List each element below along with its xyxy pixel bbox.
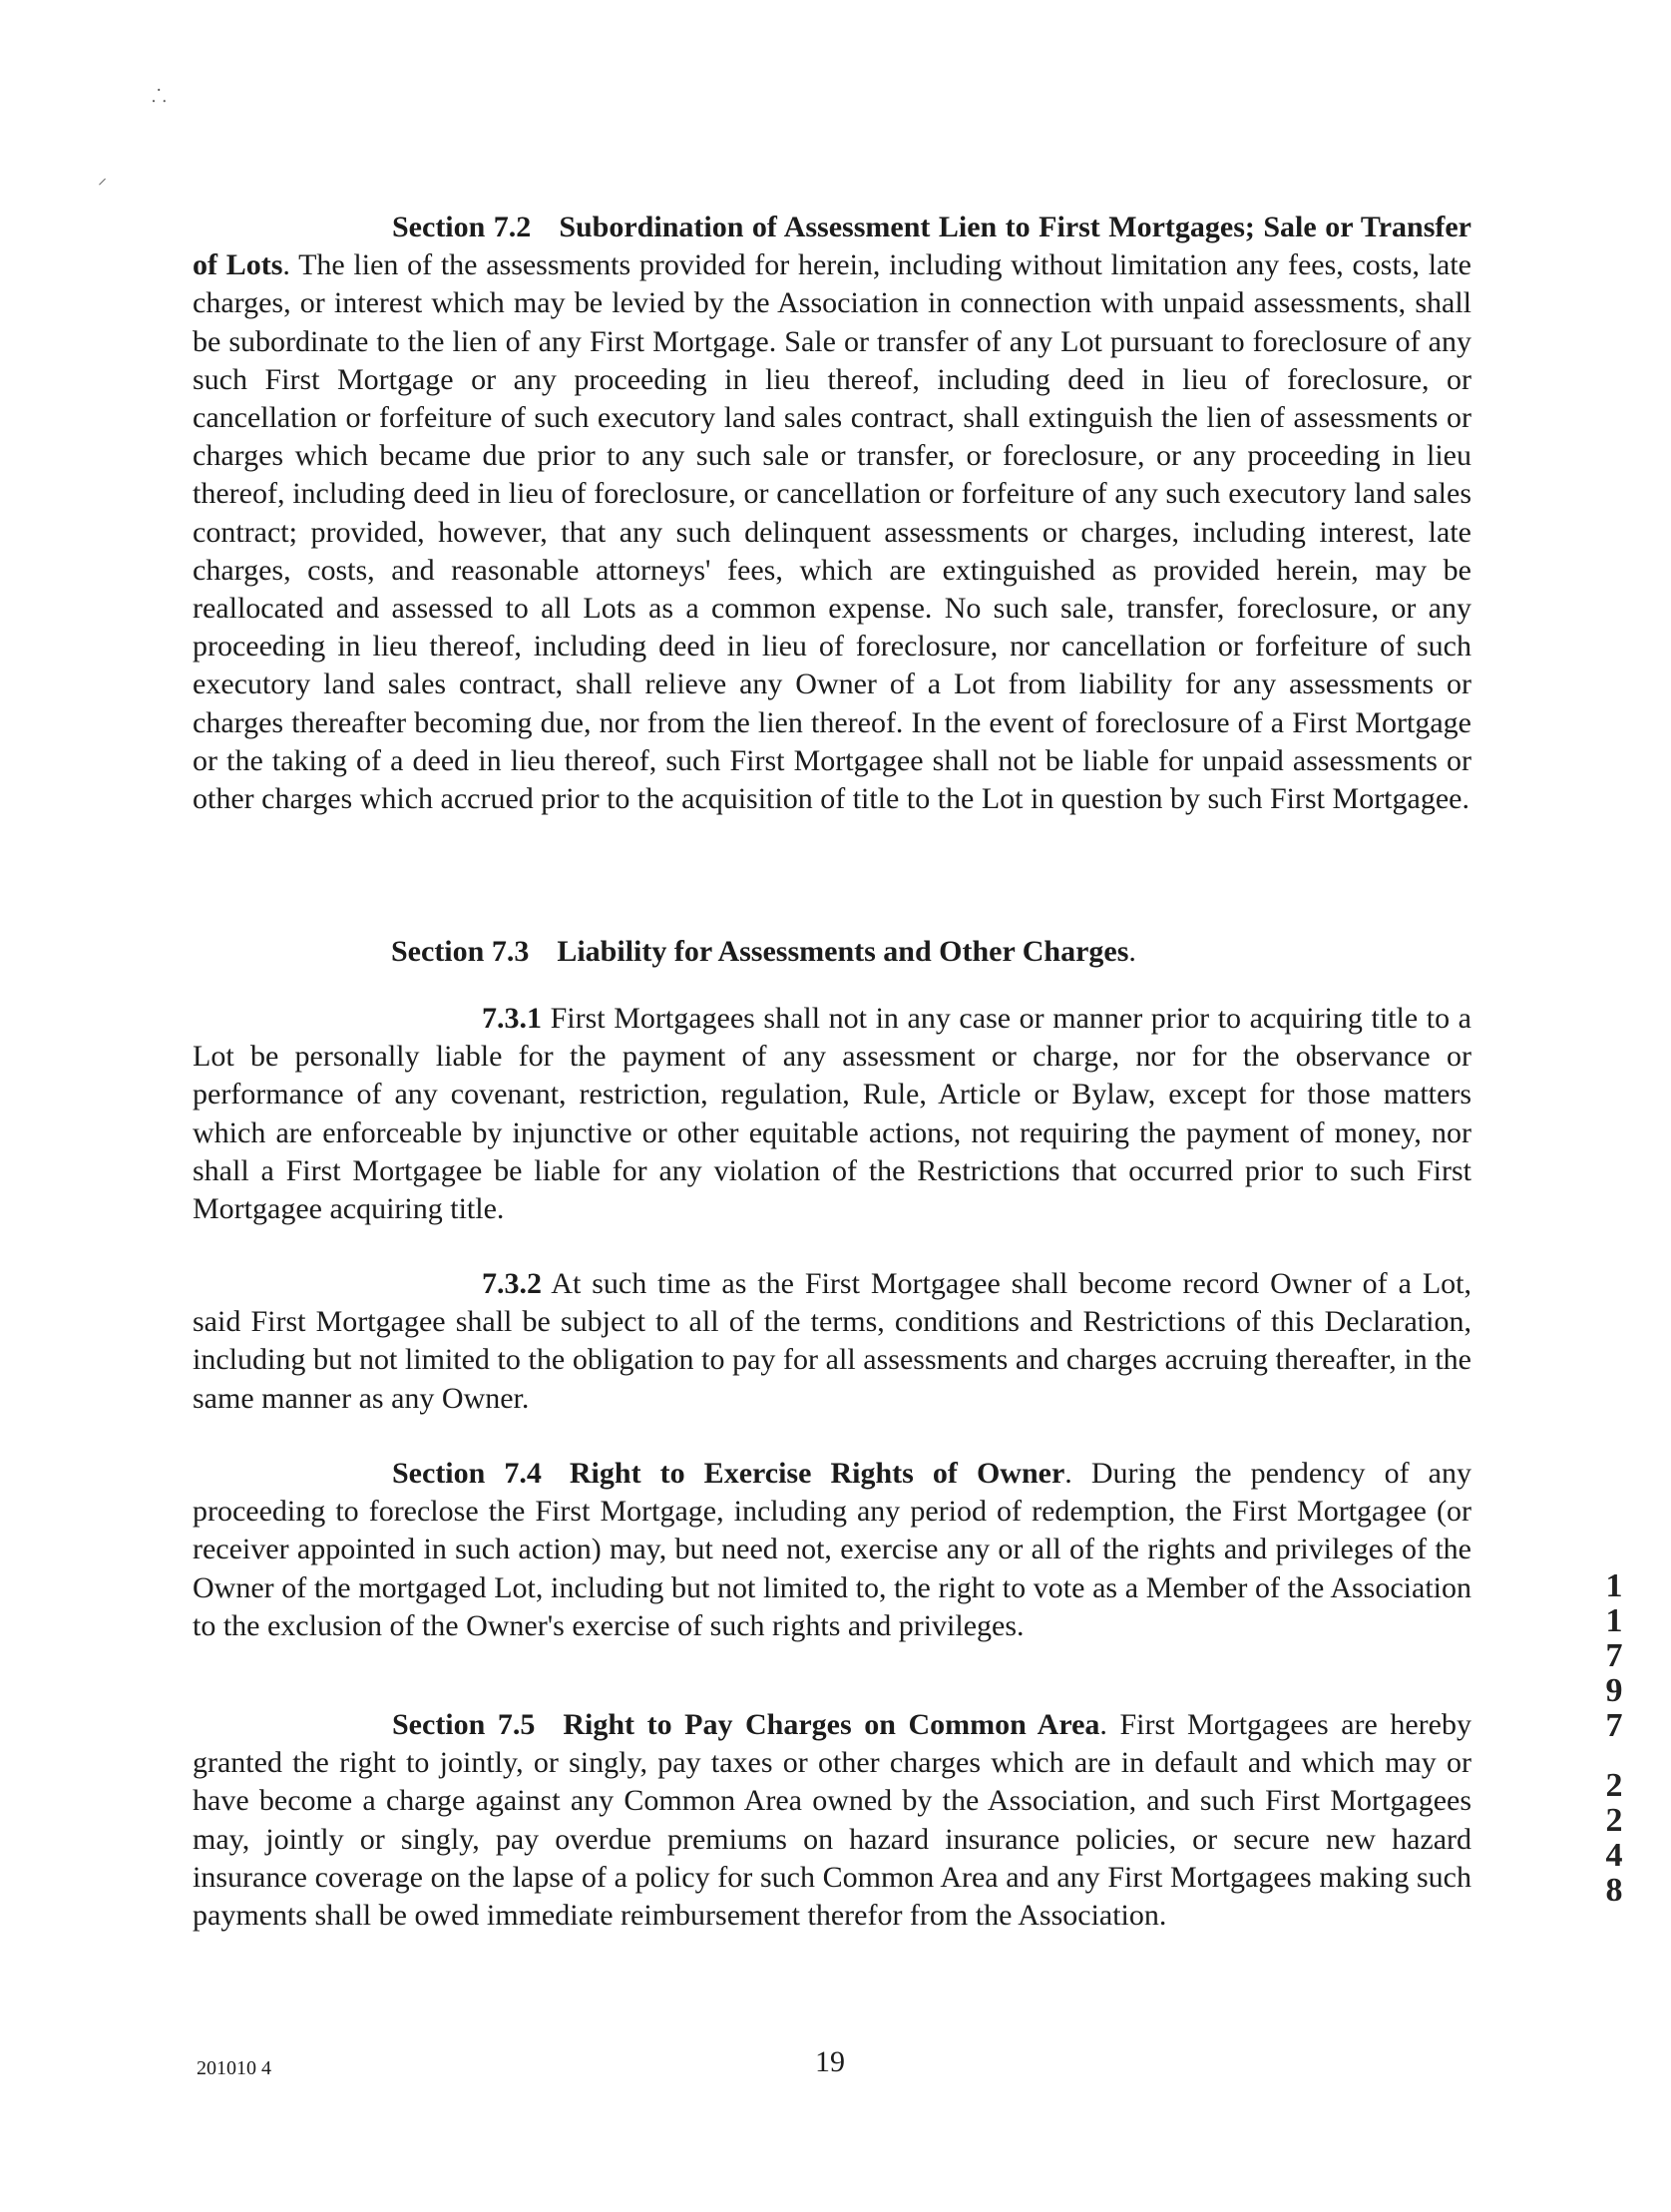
scan-mark: ⸝ (98, 168, 107, 188)
section-7-3-title: Liability for Assessments and Other Charges (557, 935, 1129, 968)
paragraph-7-3-1 (193, 1000, 1471, 1228)
section-7-2-paragraph (193, 209, 1471, 818)
recording-digit: 2 (1605, 1767, 1623, 1804)
section-7-5-paragraph (193, 1706, 1471, 1935)
paragraph-7-3-1-label: 7.3.1 (482, 1002, 542, 1035)
paragraph-7-3-2-label: 7.3.2 (482, 1267, 542, 1300)
recording-digit: 9 (1605, 1672, 1623, 1709)
paragraph-7-3-2 (193, 1265, 1471, 1418)
section-7-4-body: . During the pendency of any proceeding to foreclose the First Mortgage, including any period of redemption, the First Mortgagee (or receiver appointed in such action) may, but need not, exercise any or all of the rights and privileges of the Owner of the mortgaged Lot, including but not limited to, the right to vote as a Member of the Association to the exclusion of the Owner's exercise of such rights and privileges. (193, 1457, 1471, 1642)
section-7-5-label: Section 7.5 (392, 1708, 536, 1741)
paragraph-7-3-1-body: First Mortgagees shall not in any case or manner prior to acquiring title to a Lot be personally liable for the payment of any assessment or charge, nor for the observance or performance of any covenant, restriction, regulation, Rule, Article or Bylaw, except for those matters which are enforceable by injunctive or other equitable actions, not requiring the payment of money, nor shall a First Mortgagee be liable for any violation of the Restrictions that occurred prior to such First Mortgagee acquiring title. (193, 1002, 1471, 1226)
paragraph-7-3-2-body: At such time as the First Mortgagee shall become record Owner of a Lot, said First Mortgagee shall be subject to all of the terms, conditions and Restrictions of this Declaration, including but not limited to the obligation to pay for all assessments and charges accruing thereafter, in the same manner as any Owner. (193, 1267, 1471, 1415)
section-7-5-body: . First Mortgagees are hereby granted the right to jointly, or singly, pay taxes or other charges which are in default and which may or have become a charge against any Common Area owned by the Association, and such First Mortgagees may, jointly or singly, pay overdue premiums on hazard insurance policies, or secure new hazard insurance coverage on the lapse of a policy for such Common Area and any First Mortgagees making such payments shall be owed immediate reimbursement therefor from the Association. (193, 1708, 1471, 1933)
section-7-3-heading (391, 933, 1389, 971)
section-7-2-label: Section 7.2 (392, 211, 532, 243)
section-7-2-body: . The lien of the assessments provided for herein, including without limitation any fees, costs, late charges, or interest which may be levied by the Association in connection with unpaid assessments, shall be subordinate to the lien of any First Mortgage. Sale or transfer of any Lot pursuant to foreclosure of any such First Mortgage or any proceeding in lieu thereof, including deed in lieu of foreclosure, or cancellation or forfeiture of such executory land sales contract, shall extinguish the lien of assessments or charges which became due prior to any such sale or transfer, or foreclosure, or any proceeding in lieu thereof, including deed in lieu of foreclosure, or cancellation or forfeiture of any such executory land sales contract; provided, however, that any such delinquent assessments or charges, including interest, late charges, costs, and reasonable attorneys' fees, which are extinguished as provided herein, may be reallocated and assessed to all Lots as a common expense. No such sale, transfer, foreclosure, or any proceeding in lieu thereof, including deed in lieu of foreclosure, nor cancellation or forfeiture of such executory land sales contract, shall relieve any Owner of a Lot from liability for any assessments or charges thereafter becoming due, nor from the lien thereof. In the event of foreclosure of a First Mortgage or the taking of a deed in lieu thereof, such First Mortgagee shall not be liable for unpaid assessments or other charges which accrued prior to the acquisition of title to the Lot in question by such First Mortgagee. (193, 248, 1471, 816)
recording-digit: 7 (1605, 1707, 1623, 1744)
recording-digit: 8 (1605, 1872, 1623, 1909)
scan-mark: ⸫ (152, 86, 167, 106)
section-7-3-label: Section 7.3 (391, 935, 530, 968)
page-number: 19 (815, 2045, 845, 2078)
section-7-4-paragraph (193, 1455, 1471, 1645)
recording-digit: 4 (1605, 1837, 1623, 1874)
footer-document-code: 201010 4 (197, 2057, 271, 2079)
recording-digit: 1 (1605, 1602, 1623, 1639)
section-7-3-title-end: . (1128, 935, 1136, 968)
section-7-4-title: Right to Exercise Rights of Owner (569, 1457, 1065, 1490)
section-7-4-label: Section 7.4 (392, 1457, 542, 1490)
recording-number-bottom (1594, 1768, 1634, 1908)
recording-number-top (1594, 1568, 1634, 1743)
section-7-2-title: Subordination of Assessment Lien to First Mortgages; Sale or Transfer of Lots (193, 211, 1471, 282)
section-7-5-title: Right to Pay Charges on Common Area (563, 1708, 1100, 1741)
recording-digit: 2 (1605, 1802, 1623, 1839)
recording-digit: 1 (1605, 1567, 1623, 1604)
recording-digit: 7 (1605, 1637, 1623, 1674)
